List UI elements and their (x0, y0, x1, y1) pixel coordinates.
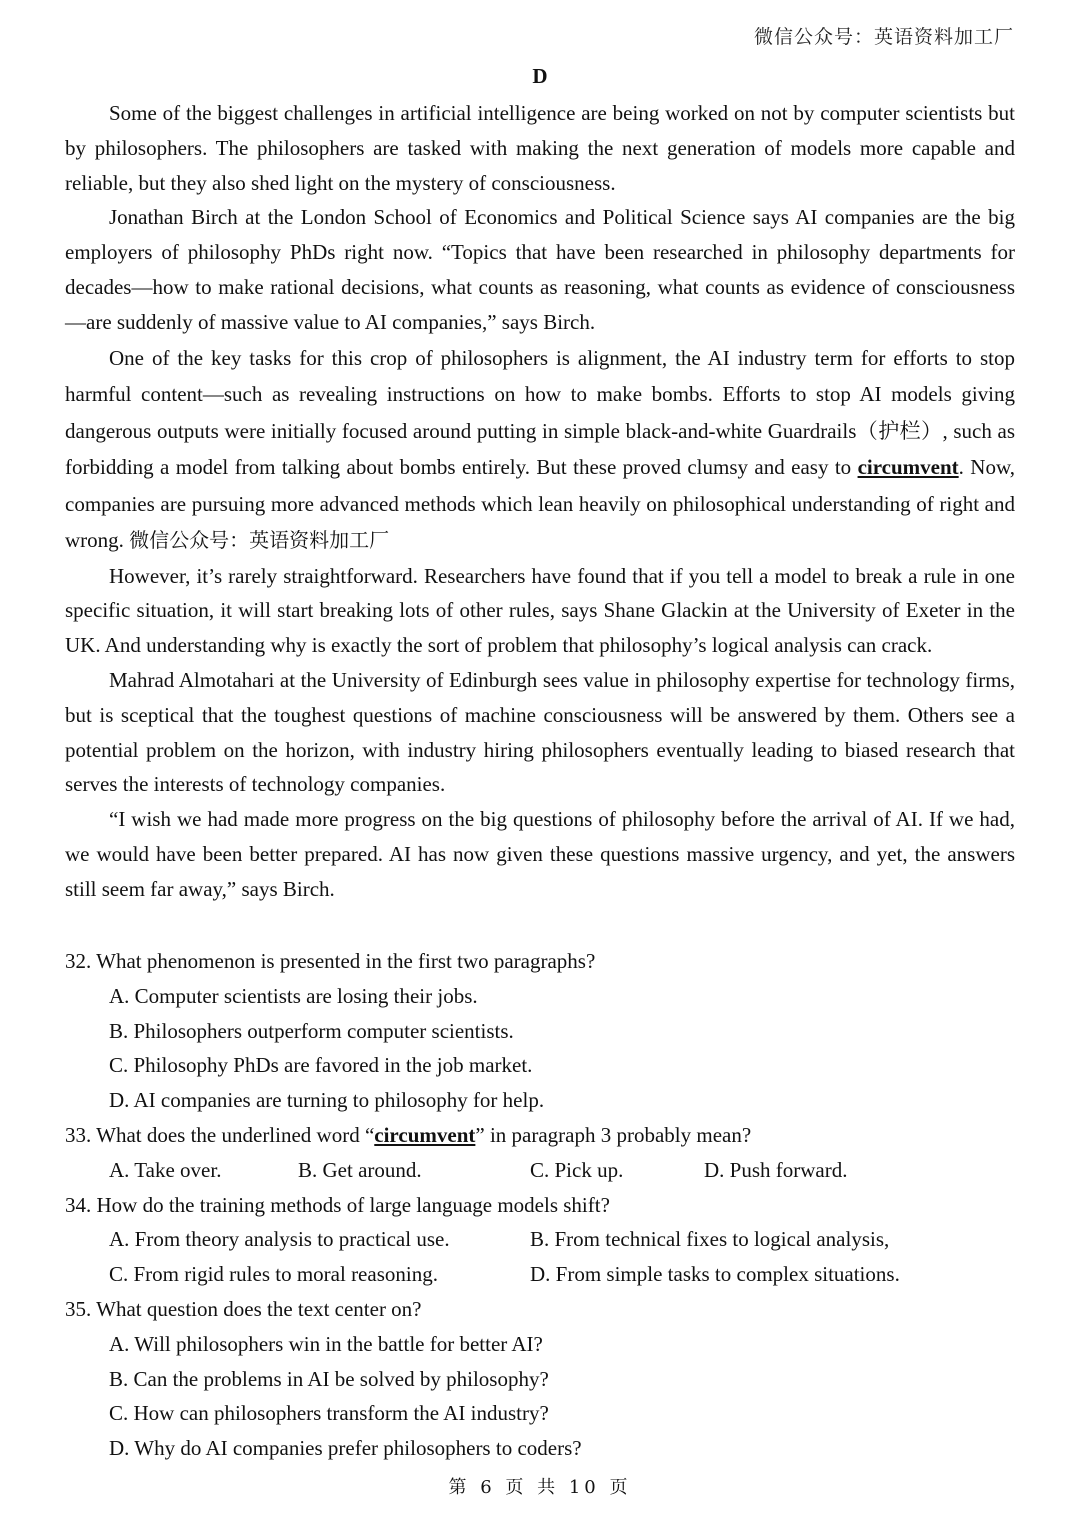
paragraph-4: However, it’s rarely straightforward. Researchers have found that if you tell a model to break a rule in one specific situation, it will start breaking lots of other rules, says Shane Glackin at the University of Exeter in the UK. And understanding why is exactly the sort of problem that philosophy’s logical analysis can crack. (65, 563, 1015, 658)
question-33-underlined-word: circumvent (374, 1122, 476, 1147)
question-35-option-a: A. Will philosophers win in the battle for better AI? (109, 1331, 543, 1356)
passage-body (65, 96, 1015, 907)
paragraph-3 (65, 340, 1015, 559)
paragraph-3-text-a: One of the key tasks for this crop of philosophers is alignment, the AI industry term for efforts to stop harmful content—such as revealing instructions on how to make bombs. Efforts to stop AI models giving dangerous outputs were initially focused around putting in simple black-and-white Guardrails（护栏）, such as forbidding a model from talking about bombs entirely. But these proved clumsy and easy to (65, 345, 1015, 480)
question-34-options-row-1 (109, 1222, 1015, 1257)
paragraph-6: “I wish we had made more progress on the big questions of philosophy before the arrival of AI. If we had, we would have been better prepared. AI has now given these questions massive urgency, and yet, the answers still seem far away,” says Birch. (65, 807, 1015, 901)
paragraph-5: Mahrad Almotahari at the University of Edinburgh sees value in philosophy expertise for technology firms, but is sceptical that the toughest questions of machine consciousness will be answered by them. Others see a potential problem on the horizon, with industry hiring philosophers eventually leading to biased research that serves the interests of technology companies. (65, 667, 1015, 797)
question-34-option-c: C. From rigid rules to moral reasoning. (109, 1262, 438, 1287)
inline-watermark: 微信公众号：英语资料加工厂 (129, 528, 390, 553)
page-number: 第 6 页 共 10 页 (448, 1477, 632, 1498)
underlined-word: circumvent (857, 455, 959, 480)
question-34-stem: 34. How do the training methods of large language models shift? (65, 1192, 610, 1217)
question-32-option-c: C. Philosophy PhDs are favored in the job market. (109, 1053, 533, 1078)
question-33-option-c: C. Pick up. (530, 1157, 624, 1182)
question-34-options-row-2 (109, 1257, 1015, 1292)
paragraph-1: Some of the biggest challenges in artificial intelligence are being worked on not by computer scientists but by philosophers. The philosophers are tasked with making the next generation of models more capable and reliable, but they also shed light on the mystery of consciousness. (65, 101, 1015, 195)
question-33-option-a: A. Take over. (109, 1157, 222, 1182)
question-35-stem: 35. What question does the text center on? (65, 1296, 422, 1321)
page-header-watermark: 微信公众号：英语资料加工厂 (753, 26, 1014, 48)
question-33-stem-a: 33. What does the underlined word “ (65, 1122, 375, 1147)
question-34-option-d: D. From simple tasks to complex situations. (530, 1262, 900, 1287)
question-32-option-a: A. Computer scientists are losing their jobs. (109, 983, 478, 1008)
paragraph-2: Jonathan Birch at the London School of Economics and Political Science says AI companies are the big employers of philosophy PhDs right now. “Topics that have been researched in philosophy departments for decades—how to make rational decisions, what counts as reasoning, what counts as evidence of consciousness—are suddenly of massive value to AI companies,” says Birch. (65, 205, 1015, 334)
question-33-options (109, 1153, 1015, 1188)
questions-section (65, 944, 1015, 1466)
question-35-option-c: C. How can philosophers transform the AI industry? (109, 1401, 549, 1426)
question-33-stem-b: ” in paragraph 3 probably mean? (475, 1122, 752, 1147)
question-35-option-b: B. Can the problems in AI be solved by philosophy? (109, 1366, 549, 1391)
paragraph-3-text-b: . Now, companies are pursuing more advanced methods which lean heavily on philosophical understanding of right and wrong. (65, 455, 1016, 553)
passage-title: D (532, 64, 548, 88)
question-34-option-a: A. From theory analysis to practical use. (109, 1227, 450, 1252)
question-32-option-d: D. AI companies are turning to philosophy for help. (109, 1088, 545, 1113)
question-34-option-b: B. From technical fixes to logical analysis, (530, 1227, 890, 1252)
question-33-option-d: D. Push forward. (704, 1157, 848, 1182)
question-33-option-b: B. Get around. (298, 1157, 422, 1182)
question-32-option-b: B. Philosophers outperform computer scientists. (109, 1018, 514, 1043)
question-35-option-d: D. Why do AI companies prefer philosophers to coders? (109, 1436, 582, 1461)
question-33-stem (65, 1118, 1015, 1153)
question-32-stem: 32. What phenomenon is presented in the first two paragraphs? (65, 949, 596, 973)
